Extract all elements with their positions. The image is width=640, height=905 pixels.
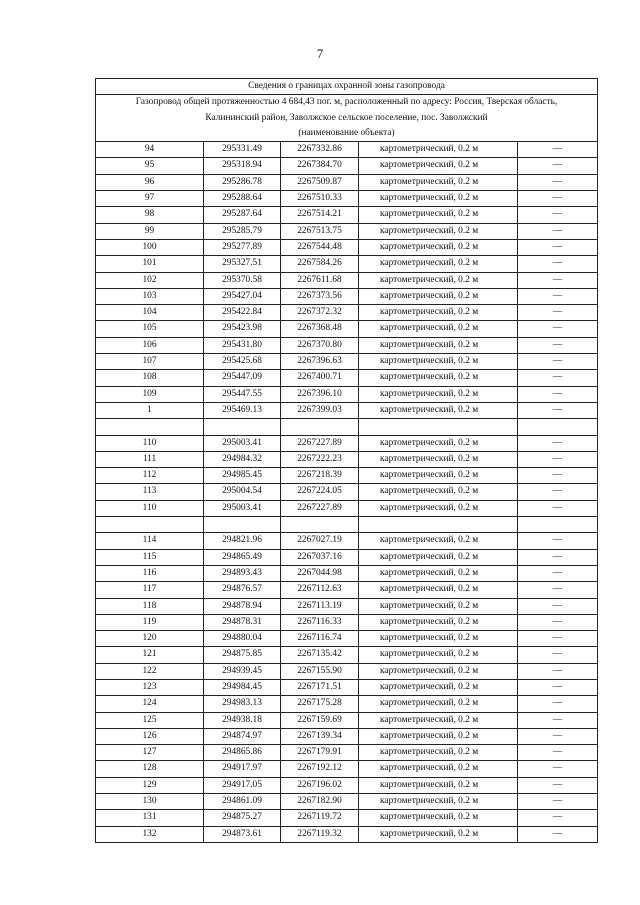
table-row [96, 207, 598, 223]
point-number-cell: 119 [96, 614, 204, 630]
y-coordinate-cell: 2267513.75 [281, 223, 359, 239]
x-coordinate-cell: 295318.94 [204, 158, 281, 174]
point-number-cell: 118 [96, 598, 204, 614]
accuracy-dash-cell: — [518, 256, 598, 272]
y-coordinate-cell: 2267611.68 [281, 272, 359, 288]
accuracy-dash-cell: — [518, 647, 598, 663]
table-row [96, 402, 598, 418]
coordinates-table [95, 78, 598, 843]
point-number-cell: 113 [96, 484, 204, 500]
x-coordinate-cell: 294983.13 [204, 696, 281, 712]
point-number-cell: 127 [96, 745, 204, 761]
y-coordinate-cell: 2267175.28 [281, 696, 359, 712]
accuracy-dash-cell: — [518, 451, 598, 467]
point-number-cell: 94 [96, 142, 204, 158]
accuracy-dash-cell: — [518, 191, 598, 207]
table-row [96, 631, 598, 647]
method-cell: картометрический, 0.2 м [359, 272, 518, 288]
accuracy-dash-cell: — [518, 679, 598, 695]
accuracy-dash-cell: — [518, 777, 598, 793]
method-cell: картометрический, 0.2 м [359, 549, 518, 565]
table-title-row [96, 79, 598, 95]
y-coordinate-cell: 2267037.16 [281, 549, 359, 565]
x-coordinate-cell: 294865.49 [204, 549, 281, 565]
point-number-cell: 115 [96, 549, 204, 565]
y-coordinate-cell: 2267227.89 [281, 435, 359, 451]
accuracy-dash-cell: — [518, 631, 598, 647]
point-number-cell: 110 [96, 500, 204, 516]
x-coordinate-cell: 294875.85 [204, 647, 281, 663]
y-coordinate-cell: 2267372.32 [281, 305, 359, 321]
accuracy-dash-cell: — [518, 288, 598, 304]
x-coordinate-cell: 294821.96 [204, 533, 281, 549]
x-coordinate-cell [204, 419, 281, 435]
point-number-cell: 126 [96, 728, 204, 744]
method-cell: картометрический, 0.2 м [359, 679, 518, 695]
method-cell: картометрический, 0.2 м [359, 631, 518, 647]
object-description-line-2: Калининский район, Заволжское сельское поселение, пос. Заволжский [205, 112, 488, 123]
point-number-cell: 116 [96, 565, 204, 581]
method-cell: картометрический, 0.2 м [359, 614, 518, 630]
point-number-cell: 129 [96, 777, 204, 793]
table-row [96, 272, 598, 288]
point-number-cell: 98 [96, 207, 204, 223]
table-row [96, 761, 598, 777]
point-number-cell: 117 [96, 582, 204, 598]
accuracy-dash-cell: — [518, 565, 598, 581]
x-coordinate-cell: 295286.78 [204, 174, 281, 190]
point-number-cell: 121 [96, 647, 204, 663]
point-number-cell: 128 [96, 761, 204, 777]
table-row [96, 239, 598, 255]
method-cell: картометрический, 0.2 м [359, 468, 518, 484]
table-row [96, 337, 598, 353]
table-row [96, 777, 598, 793]
x-coordinate-cell: 294985.45 [204, 468, 281, 484]
object-name-caption: (наименование объекта) [298, 127, 395, 138]
x-coordinate-cell: 295003.41 [204, 435, 281, 451]
method-cell: картометрический, 0.2 м [359, 598, 518, 614]
y-coordinate-cell: 2267196.02 [281, 777, 359, 793]
method-cell [359, 517, 518, 533]
accuracy-dash-cell: — [518, 337, 598, 353]
accuracy-dash-cell [518, 517, 598, 533]
point-number-cell: 111 [96, 451, 204, 467]
table-row [96, 598, 598, 614]
accuracy-dash-cell: — [518, 370, 598, 386]
method-cell: картометрический, 0.2 м [359, 370, 518, 386]
accuracy-dash-cell: — [518, 810, 598, 826]
point-number-cell: 110 [96, 435, 204, 451]
table-row [96, 826, 598, 842]
table-row [96, 191, 598, 207]
method-cell: картометрический, 0.2 м [359, 728, 518, 744]
accuracy-dash-cell: — [518, 549, 598, 565]
accuracy-dash-cell: — [518, 174, 598, 190]
point-number-cell: 103 [96, 288, 204, 304]
point-number-cell: 130 [96, 794, 204, 810]
method-cell: картометрический, 0.2 м [359, 435, 518, 451]
y-coordinate-cell: 2267514.21 [281, 207, 359, 223]
table-row [96, 565, 598, 581]
table-row [96, 663, 598, 679]
table-row [96, 679, 598, 695]
point-number-cell: 108 [96, 370, 204, 386]
x-coordinate-cell: 295423.98 [204, 321, 281, 337]
y-coordinate-cell: 2267584.26 [281, 256, 359, 272]
accuracy-dash-cell: — [518, 712, 598, 728]
table-row [96, 451, 598, 467]
y-coordinate-cell: 2267179.91 [281, 745, 359, 761]
y-coordinate-cell: 2267399.03 [281, 402, 359, 418]
y-coordinate-cell [281, 517, 359, 533]
point-number-cell: 123 [96, 679, 204, 695]
point-number-cell: 112 [96, 468, 204, 484]
x-coordinate-cell: 295331.49 [204, 142, 281, 158]
method-cell: картометрический, 0.2 м [359, 354, 518, 370]
table-row [96, 794, 598, 810]
table-row [96, 354, 598, 370]
accuracy-dash-cell: — [518, 158, 598, 174]
method-cell: картометрический, 0.2 м [359, 533, 518, 549]
y-coordinate-cell: 2267510.33 [281, 191, 359, 207]
table-row [96, 174, 598, 190]
method-cell: картометрический, 0.2 м [359, 142, 518, 158]
table-row [96, 223, 598, 239]
table-row [96, 614, 598, 630]
method-cell: картометрический, 0.2 м [359, 321, 518, 337]
y-coordinate-cell: 2267119.32 [281, 826, 359, 842]
y-coordinate-cell: 2267222.23 [281, 451, 359, 467]
method-cell: картометрический, 0.2 м [359, 777, 518, 793]
method-cell: картометрический, 0.2 м [359, 337, 518, 353]
object-description-row [96, 95, 598, 142]
y-coordinate-cell: 2267044.98 [281, 565, 359, 581]
method-cell: картометрический, 0.2 м [359, 288, 518, 304]
accuracy-dash-cell: — [518, 272, 598, 288]
x-coordinate-cell: 294984.45 [204, 679, 281, 695]
y-coordinate-cell: 2267135.42 [281, 647, 359, 663]
x-coordinate-cell: 295422.84 [204, 305, 281, 321]
point-number-cell: 101 [96, 256, 204, 272]
accuracy-dash-cell: — [518, 794, 598, 810]
x-coordinate-cell: 294865.86 [204, 745, 281, 761]
method-cell: картометрический, 0.2 м [359, 386, 518, 402]
table-row [96, 321, 598, 337]
table-row [96, 386, 598, 402]
table-row [96, 288, 598, 304]
accuracy-dash-cell: — [518, 614, 598, 630]
point-number-cell: 102 [96, 272, 204, 288]
method-cell: картометрический, 0.2 м [359, 582, 518, 598]
point-number-cell: 114 [96, 533, 204, 549]
accuracy-dash-cell: — [518, 402, 598, 418]
x-coordinate-cell: 295425.68 [204, 354, 281, 370]
point-number-cell: 122 [96, 663, 204, 679]
y-coordinate-cell [281, 419, 359, 435]
table-row [96, 728, 598, 744]
point-number-cell: 97 [96, 191, 204, 207]
x-coordinate-cell: 295288.64 [204, 191, 281, 207]
point-number-cell: 105 [96, 321, 204, 337]
table-spacer-row [96, 517, 598, 533]
x-coordinate-cell: 294917.97 [204, 761, 281, 777]
accuracy-dash-cell: — [518, 826, 598, 842]
x-coordinate-cell: 294939.45 [204, 663, 281, 679]
y-coordinate-cell: 2267224.05 [281, 484, 359, 500]
x-coordinate-cell: 295427.04 [204, 288, 281, 304]
method-cell: картометрический, 0.2 м [359, 174, 518, 190]
y-coordinate-cell: 2267119.72 [281, 810, 359, 826]
point-number-cell: 131 [96, 810, 204, 826]
y-coordinate-cell: 2267332.86 [281, 142, 359, 158]
y-coordinate-cell: 2267113.19 [281, 598, 359, 614]
accuracy-dash-cell: — [518, 533, 598, 549]
accuracy-dash-cell: — [518, 386, 598, 402]
object-description-line-1: Газопровод общей протяженностью 4 684,43 пог. м, расположенный по адресу: Россия, Тверская область, [135, 97, 558, 108]
accuracy-dash-cell: — [518, 761, 598, 777]
x-coordinate-cell: 295004.54 [204, 484, 281, 500]
table-row [96, 582, 598, 598]
table-title: Сведения о границах охранной зоны газопровода [96, 79, 598, 95]
method-cell: картометрический, 0.2 м [359, 794, 518, 810]
y-coordinate-cell: 2267139.34 [281, 728, 359, 744]
point-number-cell: 120 [96, 631, 204, 647]
point-number-cell: 100 [96, 239, 204, 255]
table-row [96, 712, 598, 728]
y-coordinate-cell: 2267027.19 [281, 533, 359, 549]
x-coordinate-cell: 295431.80 [204, 337, 281, 353]
point-number-cell [96, 419, 204, 435]
method-cell: картометрический, 0.2 м [359, 484, 518, 500]
method-cell: картометрический, 0.2 м [359, 663, 518, 679]
x-coordinate-cell: 294893.43 [204, 565, 281, 581]
point-number-cell: 107 [96, 354, 204, 370]
y-coordinate-cell: 2267544.48 [281, 239, 359, 255]
table-row [96, 500, 598, 516]
accuracy-dash-cell [518, 419, 598, 435]
y-coordinate-cell: 2267171.51 [281, 679, 359, 695]
x-coordinate-cell: 294917.05 [204, 777, 281, 793]
point-number-cell: 109 [96, 386, 204, 402]
method-cell: картометрический, 0.2 м [359, 223, 518, 239]
method-cell: картометрический, 0.2 м [359, 256, 518, 272]
method-cell [359, 419, 518, 435]
y-coordinate-cell: 2267116.74 [281, 631, 359, 647]
table-row [96, 549, 598, 565]
method-cell: картометрический, 0.2 м [359, 696, 518, 712]
x-coordinate-cell: 294861.09 [204, 794, 281, 810]
accuracy-dash-cell: — [518, 207, 598, 223]
x-coordinate-cell: 294984.32 [204, 451, 281, 467]
accuracy-dash-cell: — [518, 435, 598, 451]
point-number-cell: 132 [96, 826, 204, 842]
x-coordinate-cell: 294874.97 [204, 728, 281, 744]
point-number-cell [96, 517, 204, 533]
point-number-cell: 1 [96, 402, 204, 418]
y-coordinate-cell: 2267218.39 [281, 468, 359, 484]
accuracy-dash-cell: — [518, 468, 598, 484]
method-cell: картометрический, 0.2 м [359, 207, 518, 223]
method-cell: картометрический, 0.2 м [359, 191, 518, 207]
y-coordinate-cell: 2267400.71 [281, 370, 359, 386]
point-number-cell: 104 [96, 305, 204, 321]
accuracy-dash-cell: — [518, 663, 598, 679]
point-number-cell: 125 [96, 712, 204, 728]
y-coordinate-cell: 2267384.70 [281, 158, 359, 174]
point-number-cell: 95 [96, 158, 204, 174]
x-coordinate-cell: 295287.64 [204, 207, 281, 223]
method-cell: картометрический, 0.2 м [359, 712, 518, 728]
x-coordinate-cell: 295447.09 [204, 370, 281, 386]
accuracy-dash-cell: — [518, 484, 598, 500]
point-number-cell: 106 [96, 337, 204, 353]
point-number-cell: 124 [96, 696, 204, 712]
table-row [96, 468, 598, 484]
method-cell: картометрический, 0.2 м [359, 647, 518, 663]
table-row [96, 256, 598, 272]
table-row [96, 810, 598, 826]
accuracy-dash-cell: — [518, 223, 598, 239]
method-cell: картометрический, 0.2 м [359, 451, 518, 467]
table-row [96, 435, 598, 451]
x-coordinate-cell: 294878.31 [204, 614, 281, 630]
table-row [96, 484, 598, 500]
accuracy-dash-cell: — [518, 745, 598, 761]
method-cell: картометрический, 0.2 м [359, 745, 518, 761]
method-cell: картометрический, 0.2 м [359, 239, 518, 255]
method-cell: картометрический, 0.2 м [359, 565, 518, 581]
method-cell: картометрический, 0.2 м [359, 810, 518, 826]
y-coordinate-cell: 2267368.48 [281, 321, 359, 337]
accuracy-dash-cell: — [518, 305, 598, 321]
x-coordinate-cell: 294938.18 [204, 712, 281, 728]
method-cell: картометрический, 0.2 м [359, 402, 518, 418]
page-number: 7 [316, 46, 324, 61]
accuracy-dash-cell: — [518, 598, 598, 614]
y-coordinate-cell: 2267182.90 [281, 794, 359, 810]
x-coordinate-cell: 294876.57 [204, 582, 281, 598]
y-coordinate-cell: 2267396.63 [281, 354, 359, 370]
x-coordinate-cell: 295003.41 [204, 500, 281, 516]
x-coordinate-cell: 295277.89 [204, 239, 281, 255]
accuracy-dash-cell: — [518, 142, 598, 158]
x-coordinate-cell: 295447.55 [204, 386, 281, 402]
accuracy-dash-cell: — [518, 728, 598, 744]
x-coordinate-cell: 295370.58 [204, 272, 281, 288]
method-cell: картометрический, 0.2 м [359, 158, 518, 174]
table-row [96, 533, 598, 549]
table-row [96, 370, 598, 386]
table-row [96, 696, 598, 712]
object-description [96, 95, 598, 142]
x-coordinate-cell: 294880.04 [204, 631, 281, 647]
y-coordinate-cell: 2267509.87 [281, 174, 359, 190]
accuracy-dash-cell: — [518, 321, 598, 337]
y-coordinate-cell: 2267227.89 [281, 500, 359, 516]
accuracy-dash-cell: — [518, 239, 598, 255]
y-coordinate-cell: 2267112.63 [281, 582, 359, 598]
table-row [96, 745, 598, 761]
x-coordinate-cell: 295469.13 [204, 402, 281, 418]
y-coordinate-cell: 2267396.10 [281, 386, 359, 402]
y-coordinate-cell: 2267155.90 [281, 663, 359, 679]
y-coordinate-cell: 2267370.80 [281, 337, 359, 353]
x-coordinate-cell: 294875.27 [204, 810, 281, 826]
point-number-cell: 99 [96, 223, 204, 239]
method-cell: картометрический, 0.2 м [359, 761, 518, 777]
method-cell: картометрический, 0.2 м [359, 305, 518, 321]
accuracy-dash-cell: — [518, 500, 598, 516]
x-coordinate-cell: 295327.51 [204, 256, 281, 272]
y-coordinate-cell: 2267373.56 [281, 288, 359, 304]
method-cell: картометрический, 0.2 м [359, 500, 518, 516]
table-row [96, 305, 598, 321]
accuracy-dash-cell: — [518, 354, 598, 370]
y-coordinate-cell: 2267192.12 [281, 761, 359, 777]
x-coordinate-cell [204, 517, 281, 533]
accuracy-dash-cell: — [518, 696, 598, 712]
table-spacer-row [96, 419, 598, 435]
coordinates-table-body [96, 79, 598, 843]
y-coordinate-cell: 2267116.33 [281, 614, 359, 630]
x-coordinate-cell: 294873.61 [204, 826, 281, 842]
protection-zone-table-sheet [95, 78, 598, 843]
accuracy-dash-cell: — [518, 582, 598, 598]
x-coordinate-cell: 295285.79 [204, 223, 281, 239]
table-row [96, 158, 598, 174]
y-coordinate-cell: 2267159.69 [281, 712, 359, 728]
table-row [96, 142, 598, 158]
point-number-cell: 96 [96, 174, 204, 190]
method-cell: картометрический, 0.2 м [359, 826, 518, 842]
table-row [96, 647, 598, 663]
x-coordinate-cell: 294878.94 [204, 598, 281, 614]
